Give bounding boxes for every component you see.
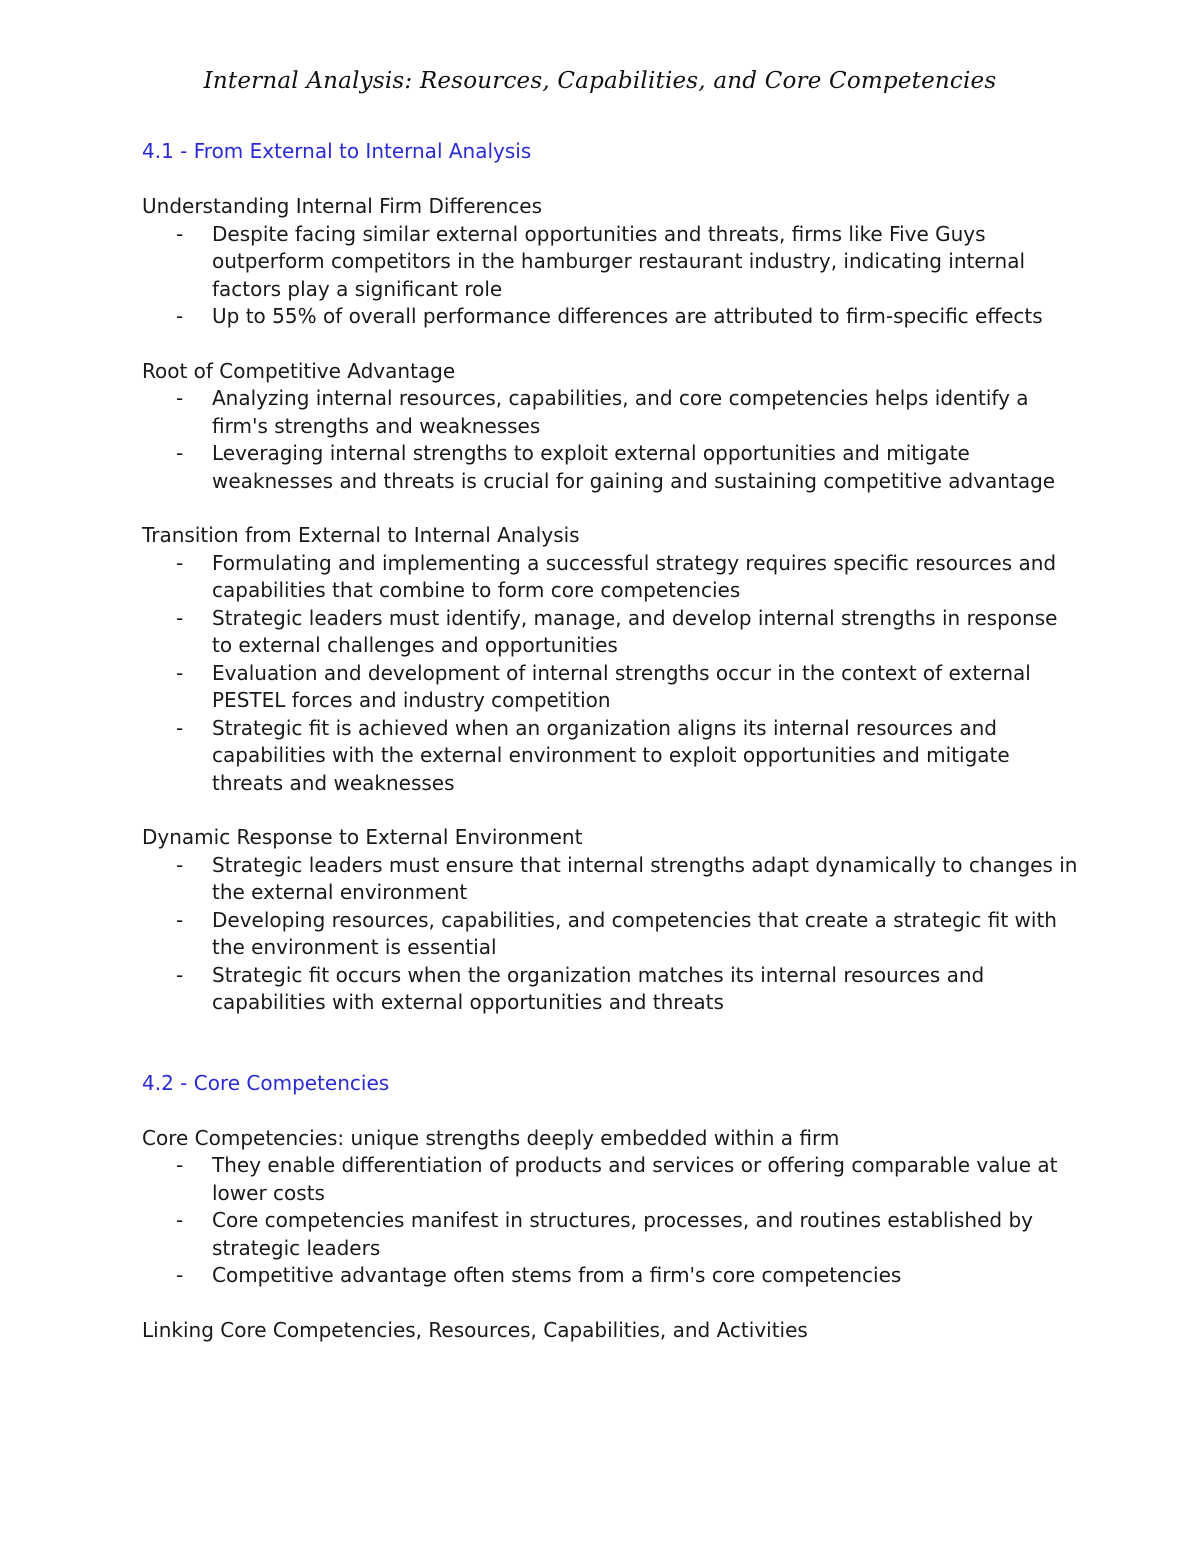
subsection-dynamic-response [142, 824, 1082, 1017]
subheading: Linking Core Competencies, Resources, Capabilities, and Activities [142, 1317, 808, 1342]
section-heading: 4.1 - From External to Internal Analysis [142, 139, 532, 163]
subheading: Core Competencies: unique strengths deeply embedded within a firm [142, 1125, 840, 1150]
document-body [142, 136, 1082, 1344]
list-item: - Developing resources, capabilities, and competencies that create a strategic fit with the environment is essential [212, 907, 1082, 962]
subsection-core-competencies [142, 1125, 1082, 1290]
list-item: - Strategic fit is achieved when an organization aligns its internal resources and capabilities with the external environment to exploit opportunities and mitigate threats and weaknesses [212, 715, 1082, 798]
section-4-2 [142, 1068, 1082, 1345]
list-item: - Evaluation and development of internal strengths occur in the context of external PESTEL forces and industry competition [212, 660, 1082, 715]
list-item: - Strategic leaders must ensure that internal strengths adapt dynamically to changes in the external environment [212, 852, 1082, 907]
bullet-list [142, 385, 1082, 495]
list-item: - Up to 55% of overall performance differences are attributed to firm-specific effects [212, 303, 1082, 331]
list-item: - Core competencies manifest in structures, processes, and routines established by strategic leaders [212, 1207, 1082, 1262]
subheading: Root of Competitive Advantage [142, 358, 456, 383]
bullet-list [142, 852, 1082, 1017]
bullet-list [142, 1152, 1082, 1290]
list-item: - Formulating and implementing a successful strategy requires specific resources and capabilities that combine to form core competencies [212, 550, 1082, 605]
section-heading: 4.2 - Core Competencies [142, 1070, 390, 1095]
list-item: - Competitive advantage often stems from a firm's core competencies [212, 1262, 1082, 1290]
list-item: - They enable differentiation of products and services or offering comparable value at lower costs [212, 1152, 1082, 1207]
list-item: - Leveraging internal strengths to exploit external opportunities and mitigate weaknesses and threats is crucial for gaining and sustaining competitive advantage [212, 440, 1082, 495]
subheading: Transition from External to Internal Analysis [142, 523, 580, 547]
subsection-transition-external-to-internal [142, 522, 1082, 797]
bullet-list [142, 221, 1082, 331]
subsection-understanding-internal-firm-differences [142, 193, 1082, 331]
subheading: Dynamic Response to External Environment [142, 825, 583, 849]
subheading: Understanding Internal Firm Differences [142, 194, 542, 218]
subsection-linking-core-competencies [142, 1317, 1082, 1345]
list-item: - Strategic fit occurs when the organization matches its internal resources and capabilities with external opportunities and threats [212, 962, 1082, 1017]
document-title: Internal Analysis: Resources, Capabilities, and Core Competencies [203, 68, 997, 94]
list-item: - Strategic leaders must identify, manage, and develop internal strengths in response to external challenges and opportunities [212, 605, 1082, 660]
list-item: - Analyzing internal resources, capabilities, and core competencies helps identify a firm's strengths and weaknesses [212, 385, 1082, 440]
list-item: - Despite facing similar external opportunities and threats, firms like Five Guys outperform competitors in the hamburger restaurant industry, indicating internal factors play a significant role [212, 221, 1082, 304]
subsection-root-of-competitive-advantage [142, 358, 1082, 496]
section-4-1 [142, 136, 1082, 1017]
bullet-list [142, 550, 1082, 798]
